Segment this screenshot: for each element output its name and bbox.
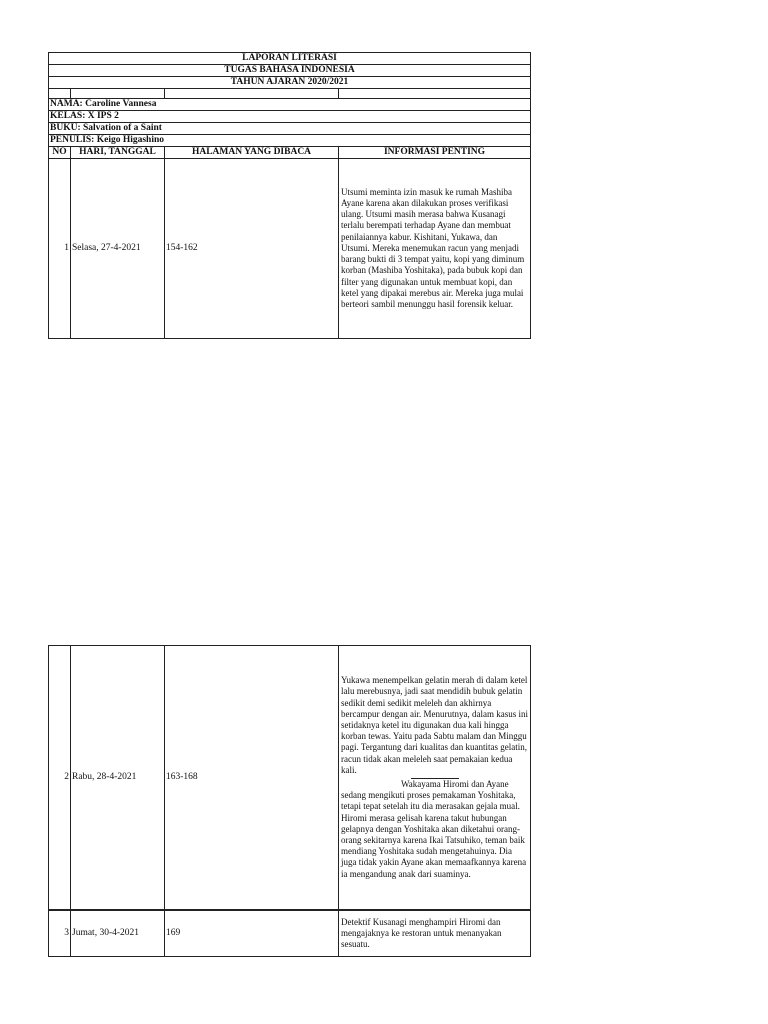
report-subject: TUGAS BAHASA INDONESIA bbox=[49, 65, 531, 77]
row-number: 1 bbox=[49, 159, 71, 339]
table-row bbox=[49, 159, 531, 339]
column-header-pages: HALAMAN YANG DIBACA bbox=[165, 147, 339, 159]
row-date: Rabu, 28-4-2021 bbox=[71, 646, 165, 910]
report-year: TAHUN AJARAN 2020/2021 bbox=[49, 77, 531, 89]
column-header-row bbox=[49, 147, 531, 159]
row-pages: 154-162 bbox=[165, 159, 339, 339]
row-information: Detektif Kusanagi menghampiri Hiromi dan mengajaknya ke restoran untuk menanyakan sesuatu. bbox=[339, 911, 531, 957]
row-number: 3 bbox=[49, 911, 71, 957]
column-header-no: NO bbox=[49, 147, 71, 159]
student-class: KELAS: X IPS 2 bbox=[49, 111, 531, 123]
column-header-info: INFORMASI PENTING bbox=[339, 147, 531, 159]
row-information bbox=[339, 646, 531, 910]
book-title: BUKU: Salvation of a Saint bbox=[49, 123, 531, 135]
table-row bbox=[49, 911, 531, 957]
row-information-part-1: Yukawa menempelkan gelatin merah di dalam ketel lalu merebusnya, jadi saat mendidih bubuk gelatin sedikit demi sedikit meleleh dan akhirnya bercampur dengan air. Menurutnya, dalam kasus ini setidaknya ketel itu digunakan dua kali hingga korban tewas. Yaitu pada Sabtu malam dan Minggu pagi. Tergantung dari kualitas dan kuantitas gelatin, racun tidak akan meleleh saat pemakaian kedua kali. bbox=[341, 675, 528, 775]
row-information-part-2: Wakayama Hiromi dan Ayane sedang mengikuti proses pemakaman Yoshitaka, tetapi tepat setelah itu dia merasakan gejala mual. Hiromi merasa gelisah karena takut hubungan gelapnya dengan Yoshitaka akan diketahui orang-orang sekitarnya karena Ikai Tatsuhiko, teman baik mendiang Yoshitaka sudah mengetahuinya. Dia juga tidak yakin Ayane akan memaafkannya karena ia mengandung anak dari suaminya. bbox=[341, 779, 527, 879]
literacy-report-table-page-2-continued bbox=[48, 910, 531, 957]
report-title: LAPORAN LITERASI bbox=[49, 53, 531, 65]
row-pages: 163-168 bbox=[165, 646, 339, 910]
table-row bbox=[49, 646, 531, 910]
row-number: 2 bbox=[49, 646, 71, 910]
book-author: PENULIS: Keigo Higashino bbox=[49, 135, 531, 147]
row-information: Utsumi meminta izin masuk ke rumah Mashiba Ayane karena akan dilakukan proses verifikasi ulang. Utsumi masih merasa bahwa Kusanagi terlalu berempati terhadap Ayane dan membuat penilaiannya kabur. Kishitani, Yukawa, dan Utsumi. Mereka menemukan racun yang menjadi barang bukti di 3 tempat yaitu, kopi yang diminum korban (Mashiba Yoshitaka), pada bubuk kopi dan filter yang digunakan untuk membuat kopi, dan ketel yang dipakai merebus air. Mereka juga mulai berteori sambil menunggu hasil forensik keluar. bbox=[339, 159, 531, 339]
empty-row bbox=[49, 89, 531, 99]
student-name: NAMA: Caroline Vannesa bbox=[49, 99, 531, 111]
row-date: Selasa, 27-4-2021 bbox=[71, 159, 165, 339]
literacy-report-table-page-2 bbox=[48, 645, 531, 910]
literacy-report-table-page-1 bbox=[48, 52, 531, 339]
row-pages: 169 bbox=[165, 911, 339, 957]
row-date: Jumat, 30-4-2021 bbox=[71, 911, 165, 957]
column-header-date: HARI, TANGGAL bbox=[71, 147, 165, 159]
